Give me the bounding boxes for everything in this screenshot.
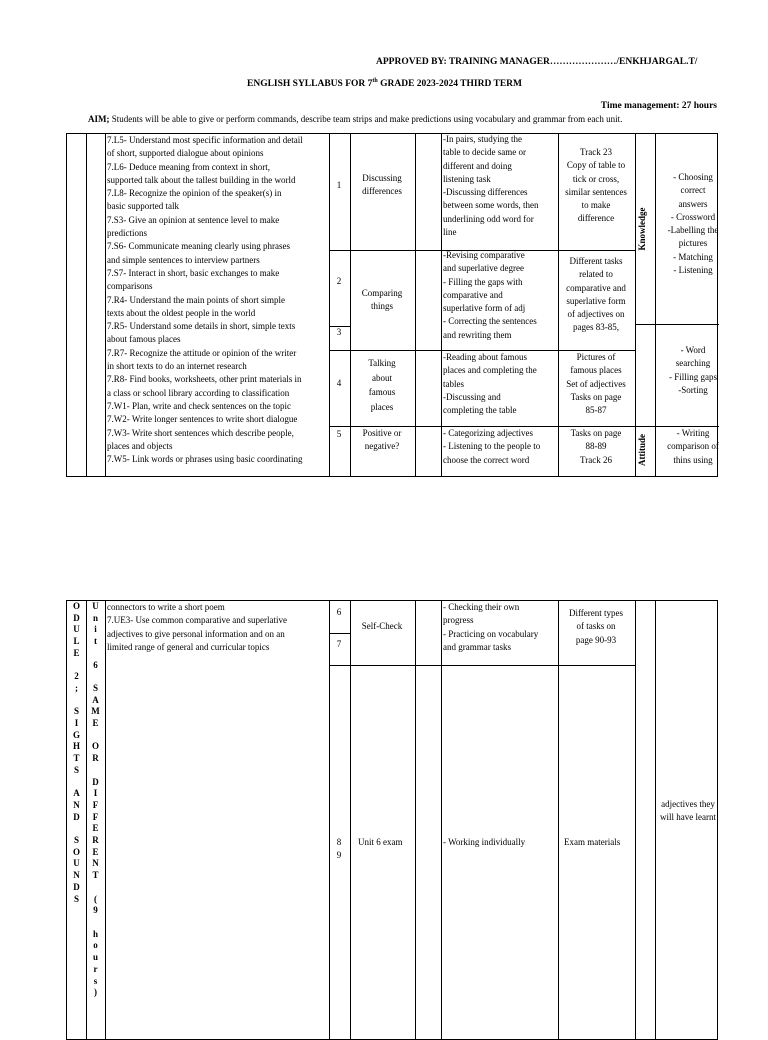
lesson-resources: Exam materials [564, 837, 621, 847]
lesson-activities [443, 133, 558, 239]
objective-line: 7.W3- Write short sentences which describe people, [107, 427, 294, 438]
objective-line: 7.S6- Communicate meaning clearly using phrases [107, 241, 290, 252]
cell-line: different and doing [443, 160, 512, 171]
cell-line: will have learnt [660, 812, 716, 823]
lesson-activities [443, 351, 558, 417]
lesson-topic: Self-Check [361, 621, 403, 631]
lesson-activities [443, 601, 558, 654]
cell-line: of adjectives on [567, 309, 625, 320]
lesson-resources [559, 427, 633, 467]
cell-line: between some words, then [443, 200, 539, 211]
cell-line: about [372, 372, 392, 383]
objective-line: and simple sentences to interview partners [107, 254, 260, 265]
cell-line: - Listening [673, 265, 713, 276]
objective-line: of short, supported dialogue about opinions [107, 148, 264, 159]
col-divider [329, 601, 330, 1039]
cell-line: limited range of general and curricular topics [107, 641, 270, 652]
objective-line: supported talk about the tallest building in the world [107, 174, 296, 185]
cell-line: difference [577, 213, 615, 224]
lesson-number: 4 [336, 378, 342, 388]
cell-line: -Discussing differences [443, 187, 528, 198]
lesson-number: 7 [336, 639, 342, 649]
cell-line: Tasks on page [570, 428, 622, 438]
lesson-resources [559, 607, 633, 647]
assessment-methods [655, 798, 721, 825]
cell-line: superlative form [566, 295, 626, 306]
col-divider [86, 134, 87, 476]
objective-line: 7.S7- Interact in short, basic exchanges to make [107, 267, 280, 278]
cell-line: -Sorting [678, 384, 708, 395]
cell-line: places and completing the [443, 365, 537, 376]
title-pre: ENGLISH SYLLABUS FOR 7 [247, 79, 373, 89]
lesson-number: 6 [336, 607, 342, 617]
objective-line: about famous places [107, 334, 181, 345]
cell-line: Track 23 [580, 147, 612, 157]
cell-line: listening task [443, 173, 491, 184]
cell-line: - Filling the gaps with [443, 276, 523, 287]
learning-objectives [107, 134, 329, 466]
lesson-activities [443, 427, 558, 467]
objective-line: 7.W1- Plan, write and check sentences on the topic [107, 400, 291, 411]
objective-line: 7.R7- Recognize the attitude or opinion of the writer [107, 347, 297, 358]
cell-line: - Word [680, 345, 706, 355]
cell-line: - Writing [676, 428, 710, 438]
lesson-number: 5 [336, 429, 342, 439]
lesson-resources [559, 146, 633, 226]
cell-line: Track 26 [580, 454, 612, 465]
objective-line: 7.R8- Find books, worksheets, other print materials in [107, 374, 302, 385]
domain-attitude: Attitude [637, 434, 647, 466]
lesson-number: 2 [336, 276, 342, 286]
cell-line: to make [581, 200, 611, 211]
cell-line: pictures [678, 238, 708, 249]
objective-line: 7.W2- Write longer sentences to write short dialogue [107, 414, 298, 425]
cell-line: Different tasks [569, 256, 623, 266]
objective-line: 7.R4- Understand the main points of short simple [107, 294, 285, 305]
cell-line: answers [678, 198, 708, 209]
col-divider [415, 601, 416, 1039]
cell-line: Copy of table to [566, 160, 626, 171]
col-divider [635, 601, 636, 1039]
cell-line: - Checking their own [443, 602, 520, 612]
objective-line: a class or school library according to classification [107, 387, 290, 398]
lesson-activities [443, 836, 558, 849]
document-title [247, 79, 522, 89]
cell-line: table to decide same or [443, 147, 526, 158]
lesson-topic [350, 356, 414, 414]
cell-line: famous places [570, 365, 622, 376]
cell-line: -Discussing and [443, 391, 501, 402]
cell-line: line [443, 227, 457, 238]
lesson-topic: Unit 6 exam [358, 837, 403, 847]
cell-line: negative? [364, 441, 400, 452]
lesson-number: 1 [336, 180, 342, 190]
cell-line: and superlative degree [443, 263, 524, 274]
objective-line: places and objects [107, 440, 173, 451]
col-divider [105, 134, 106, 476]
cell-line: comparison of [667, 441, 719, 452]
cell-line: thins using [673, 454, 713, 465]
cell-line: Tasks on page [570, 391, 622, 402]
cell-line: tick or cross, [572, 173, 620, 184]
objective-line: comparisons [107, 281, 153, 292]
cell-line: progress [443, 615, 474, 626]
cell-line: and grammar tasks [443, 641, 511, 652]
col-divider [635, 134, 636, 476]
lesson-topic [350, 287, 414, 314]
lesson-activities [443, 249, 558, 342]
col-divider [415, 134, 416, 476]
col-divider [441, 601, 442, 1039]
cell-line: tables [443, 378, 464, 389]
objective-line: in short texts to do an internet research [107, 361, 247, 372]
objective-line: predictions [107, 228, 147, 239]
title-post: GRADE 2023-2024 THIRD TERM [377, 79, 523, 89]
unit-name: U n i t 6 S A M E O R D I F F E R E N T ( 9 h o u r s ) [91, 601, 100, 998]
objective-line: texts about the oldest people in the world [107, 307, 256, 318]
cell-line: Comparing [361, 288, 403, 298]
cell-line: - Listening to the people to [443, 441, 541, 452]
lesson-number: 8 [336, 837, 342, 847]
lesson-topic [350, 427, 414, 454]
cell-line: - Working individually [443, 837, 526, 847]
cell-line: comparative and [443, 289, 503, 300]
cell-line: Positive or [362, 428, 402, 438]
col-divider [558, 601, 559, 1039]
cell-line: Discussing [362, 173, 402, 183]
lesson-number: 9 [336, 850, 342, 860]
aim-statement [88, 114, 622, 124]
cell-line: - Practicing on vocabulary [443, 628, 539, 639]
domain-knowledge: Knowledge [637, 207, 647, 251]
objective-line: 7.S3- Give an opinion at sentence level to make [107, 214, 280, 225]
objective-line: 7.L5- Understand most specific information and detail [107, 135, 303, 145]
aim-label: AIM; [88, 114, 110, 124]
cell-line: -Revising comparative [443, 250, 525, 260]
cell-line: adjectives they [661, 799, 715, 809]
col-divider [441, 134, 442, 476]
cell-line: and rewriting them [443, 329, 512, 340]
objective-line: 7.L8- Recognize the opinion of the speaker(s) in [107, 188, 282, 199]
learning-objectives [107, 601, 329, 654]
row-divider [329, 633, 350, 634]
aim-text: Students will be able to give or perform commands, describe team strips and make predictions using vocabulary and grammar from each unit. [109, 114, 623, 124]
title-sup: th [372, 77, 378, 84]
assessment-methods [655, 171, 731, 277]
cell-line: 85-87 [585, 405, 607, 416]
objective-line: 7.W5- Link words or phrases using basic coordinating [107, 454, 303, 465]
row-divider [329, 665, 635, 666]
cell-line: - Choosing [673, 172, 713, 182]
cell-line: searching [675, 358, 711, 369]
cell-line: -Reading about famous [443, 352, 527, 362]
cell-line: comparative and [566, 282, 626, 293]
cell-line: - Crossword [670, 211, 716, 222]
cell-line: famous [368, 387, 396, 397]
cell-line: Set of adjectives [566, 378, 626, 389]
approved-by-line: APPROVED BY: TRAINING MANAGER…………………/ENKHJARGAL.T/ [376, 57, 698, 67]
cell-line: 88-89 [585, 441, 607, 452]
cell-line: completing the table [443, 405, 517, 416]
cell-line: Pictures of [576, 352, 616, 362]
cell-line: superlative form of adj [443, 303, 526, 314]
syllabus-table-2 [66, 600, 718, 1040]
objective-line: 7.R5- Understand some details in short, simple texts [107, 321, 296, 332]
col-divider [350, 601, 351, 1039]
cell-line: -Labelling the [667, 225, 719, 236]
lesson-resources [559, 351, 633, 417]
cell-line: similar sentences [565, 186, 627, 197]
cell-line: of tasks on [576, 621, 616, 632]
assessment-methods [655, 344, 731, 397]
module-name: O D U L E 2 ; S I G H T S A N D S O U N D S [72, 601, 80, 904]
cell-line: related to [579, 269, 613, 280]
cell-line: choose the correct word [443, 454, 530, 465]
cell-line: differences [362, 186, 402, 197]
cell-line: page 90-93 [575, 634, 617, 645]
lesson-topic [350, 172, 414, 199]
cell-line: pages 83-85, [573, 322, 619, 333]
cell-line: - Correcting the sentences [443, 316, 537, 327]
cell-line: Talking [368, 358, 396, 368]
cell-line: - Matching [673, 251, 713, 262]
cell-line: connectors to write a short poem [107, 602, 225, 612]
assessment-methods [655, 427, 731, 467]
row-divider [635, 324, 719, 325]
cell-line: - Categorizing adjectives [443, 428, 533, 438]
lesson-resources [559, 255, 633, 335]
cell-line: underlining odd word for [443, 213, 534, 224]
cell-line: things [370, 301, 393, 312]
cell-line: correct [680, 185, 706, 196]
cell-line: 7.UE3- Use common comparative and superlative [107, 615, 287, 626]
cell-line: adjectives to give personal information and on an [107, 628, 285, 639]
col-divider [105, 601, 106, 1039]
cell-line: - Filling gaps [668, 371, 717, 382]
cell-line: places [370, 401, 394, 412]
cell-line: -In pairs, studying the [443, 134, 522, 144]
cell-line: Different types [568, 608, 624, 618]
lesson-number: 3 [336, 327, 342, 337]
time-management: Time management: 27 hours [600, 101, 717, 111]
objective-line: basic supported talk [107, 201, 179, 212]
objective-line: 7.L6- Deduce meaning from context in short, [107, 161, 270, 172]
